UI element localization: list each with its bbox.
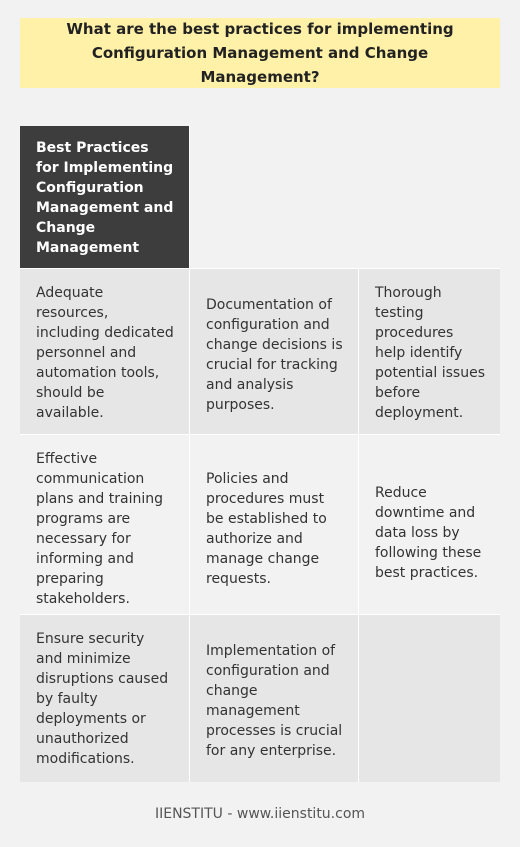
table-cell: Implementation of configuration and change management processes is crucial for any enterprise. [190, 615, 359, 782]
page-title: What are the best practices for implementing Configuration Management and Change Management? [66, 20, 454, 86]
table-cell: Documentation of configuration and change decisions is crucial for tracking and analysis purposes. [190, 269, 359, 435]
best-practices-table [20, 126, 500, 782]
footer-credit: IIENSTITU - www.iienstitu.com [154, 806, 366, 822]
table-cell: Reduce downtime and data loss by following these best practices. [359, 435, 500, 615]
table-cell: Policies and procedures must be established to authorize and manage change requests. [190, 435, 359, 615]
table-cell: Effective communication plans and training programs are necessary for informing and preparing stakeholders. [20, 435, 190, 615]
table-header-empty [190, 126, 500, 269]
table-cell: Thorough testing procedures help identify potential issues before deployment. [359, 269, 500, 435]
table-cell [359, 615, 500, 782]
table-header: Best Practices for Implementing Configuration Management and Change Management [20, 126, 190, 269]
title-banner [20, 18, 500, 88]
table-cell: Ensure security and minimize disruptions caused by faulty deployments or unauthorized modifications. [20, 615, 190, 782]
table-cell: Adequate resources, including dedicated personnel and automation tools, should be available. [20, 269, 190, 435]
